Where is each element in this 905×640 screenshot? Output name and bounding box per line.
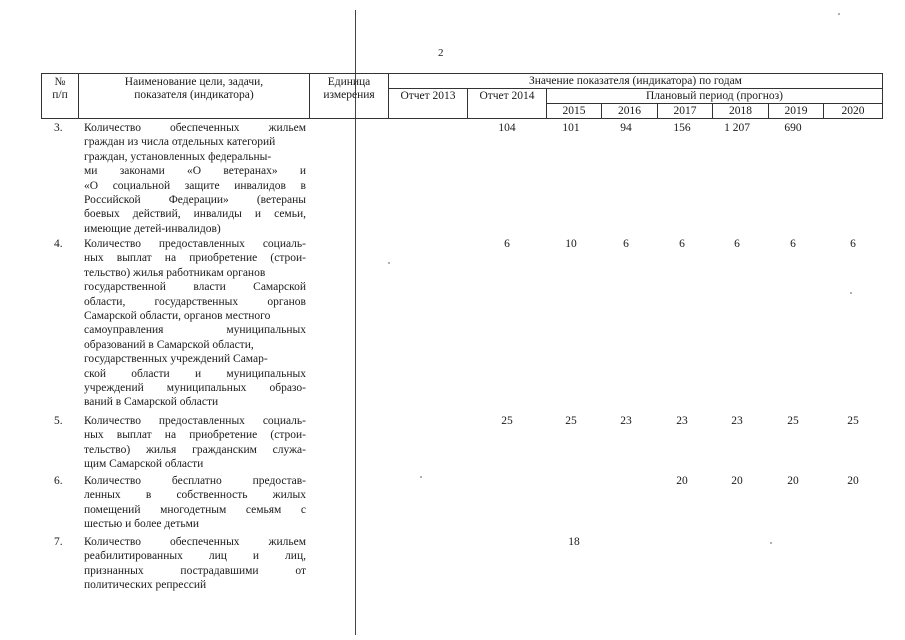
text-line: граждан из числа отдельных категорий: [84, 136, 276, 149]
text-line: ми законами «О ветеранах» и: [84, 165, 306, 178]
header-unit-line1: Единица: [327, 76, 371, 88]
text-line: Количество предоставленных социаль-: [84, 238, 306, 250]
value-2018: 23: [731, 415, 743, 427]
text-line: Количество бесплатно предостав-: [84, 475, 306, 487]
header-unit-cell: [309, 73, 389, 119]
header-report-2013: Отчет 2013: [388, 88, 468, 119]
scan-speck: [770, 542, 772, 544]
value-2015: 25: [565, 415, 577, 427]
header-plan-title: Плановый период (прогноз): [546, 88, 883, 104]
value-2016: 94: [620, 122, 632, 134]
header-num-cell: [41, 73, 79, 119]
value-2014: 104: [498, 122, 516, 134]
text-line: «О социальной защите инвалидов в: [84, 179, 306, 192]
text-line: тельство) жилья работникам органов: [84, 266, 266, 279]
value-2015: 18: [568, 536, 580, 548]
value-2018: 20: [731, 475, 743, 487]
page-number: 2: [438, 47, 444, 59]
value-2017: 23: [676, 415, 688, 427]
text-line: боевых действий, инвалиды и семьи,: [84, 208, 306, 221]
value-2015: 10: [565, 238, 577, 250]
text-line: имеющие детей-инвалидов): [84, 222, 221, 235]
row-number: 6.: [54, 475, 63, 487]
text-line: государственных учреждений Самар-: [84, 353, 268, 366]
text-line: Количество обеспеченных жильем: [84, 122, 306, 134]
text-line: помещений многодетным семьям с: [84, 503, 306, 516]
header-year-2015: 2015: [546, 103, 602, 119]
value-2015: 101: [562, 122, 580, 134]
row-number: 7.: [54, 536, 63, 548]
scan-speck: [388, 262, 390, 264]
text-line: граждан, установленных федеральны-: [84, 150, 272, 163]
text-line: щим Самарской области: [84, 458, 204, 471]
row-indicator-text: [84, 121, 306, 236]
text-line: Самарской области, органов местного: [84, 309, 271, 322]
header-name-line2: показателя (индикатора): [134, 89, 254, 101]
value-2016: 6: [623, 238, 629, 250]
text-line: признанных пострадавшими от: [84, 564, 306, 577]
value-2020: 6: [850, 238, 856, 250]
header-year-2020: 2020: [823, 103, 883, 119]
value-2019: 25: [787, 415, 799, 427]
value-2017: 6: [679, 238, 685, 250]
text-line: ваний в Самарской области: [84, 396, 219, 409]
text-line: самоуправления муниципальных: [84, 324, 306, 337]
header-values-title: Значение показателя (индикатора) по годам: [388, 73, 883, 89]
header-year-2018: 2018: [712, 103, 769, 119]
header-num-line2: п/п: [52, 89, 68, 101]
value-2020: 20: [847, 475, 859, 487]
value-2019: 6: [790, 238, 796, 250]
row-number: 3.: [54, 122, 63, 134]
scan-speck: [420, 476, 422, 478]
text-line: Российской Федерации» (ветераны: [84, 193, 306, 206]
row-indicator-text: [84, 474, 306, 532]
header-num-line1: №: [54, 76, 66, 88]
value-2018: 6: [734, 238, 740, 250]
text-line: области, государственных органов: [84, 295, 306, 308]
value-2019: 20: [787, 475, 799, 487]
text-line: учреждений муниципальных образо-: [84, 381, 306, 394]
text-line: реабилитированных лиц и лиц,: [84, 550, 306, 563]
text-line: тельство) жилья гражданским служа-: [84, 443, 306, 456]
row-number: 4.: [54, 238, 63, 250]
value-2017: 20: [676, 475, 688, 487]
text-line: образований в Самарской области,: [84, 338, 254, 351]
text-line: Количество предоставленных социаль-: [84, 415, 306, 427]
text-line: шестью и более детьми: [84, 518, 200, 531]
header-report-2014: Отчет 2014: [467, 88, 547, 119]
text-line: ных выплат на приобретение (строи-: [84, 429, 306, 442]
text-line: ской области и муниципальных: [84, 367, 306, 380]
header-unit-line2: измерения: [323, 89, 375, 101]
text-line: ных выплат на приобретение (строи-: [84, 252, 306, 265]
row-number: 5.: [54, 415, 63, 427]
value-2016: 23: [620, 415, 632, 427]
text-line: ленных в собственность жилых: [84, 489, 306, 502]
scan-speck: [838, 13, 840, 15]
row-indicator-text: [84, 237, 306, 410]
text-line: государственной власти Самарской: [84, 281, 306, 294]
header-name-cell: [78, 73, 310, 119]
scan-speck: [850, 292, 852, 294]
header-year-2019: 2019: [768, 103, 824, 119]
header-year-2017: 2017: [657, 103, 713, 119]
value-2019: 690: [784, 122, 802, 134]
header-year-2016: 2016: [601, 103, 658, 119]
header-name-line1: Наименование цели, задачи,: [124, 76, 264, 88]
row-indicator-text: [84, 535, 306, 593]
value-2018: 1 207: [724, 122, 750, 134]
value-2017: 156: [673, 122, 691, 134]
value-2014: 6: [504, 238, 510, 250]
text-line: политических репрессий: [84, 579, 207, 592]
value-2020: 25: [847, 415, 859, 427]
text-line: Количество обеспеченных жильем: [84, 536, 306, 548]
row-indicator-text: [84, 414, 306, 472]
value-2014: 25: [501, 415, 513, 427]
